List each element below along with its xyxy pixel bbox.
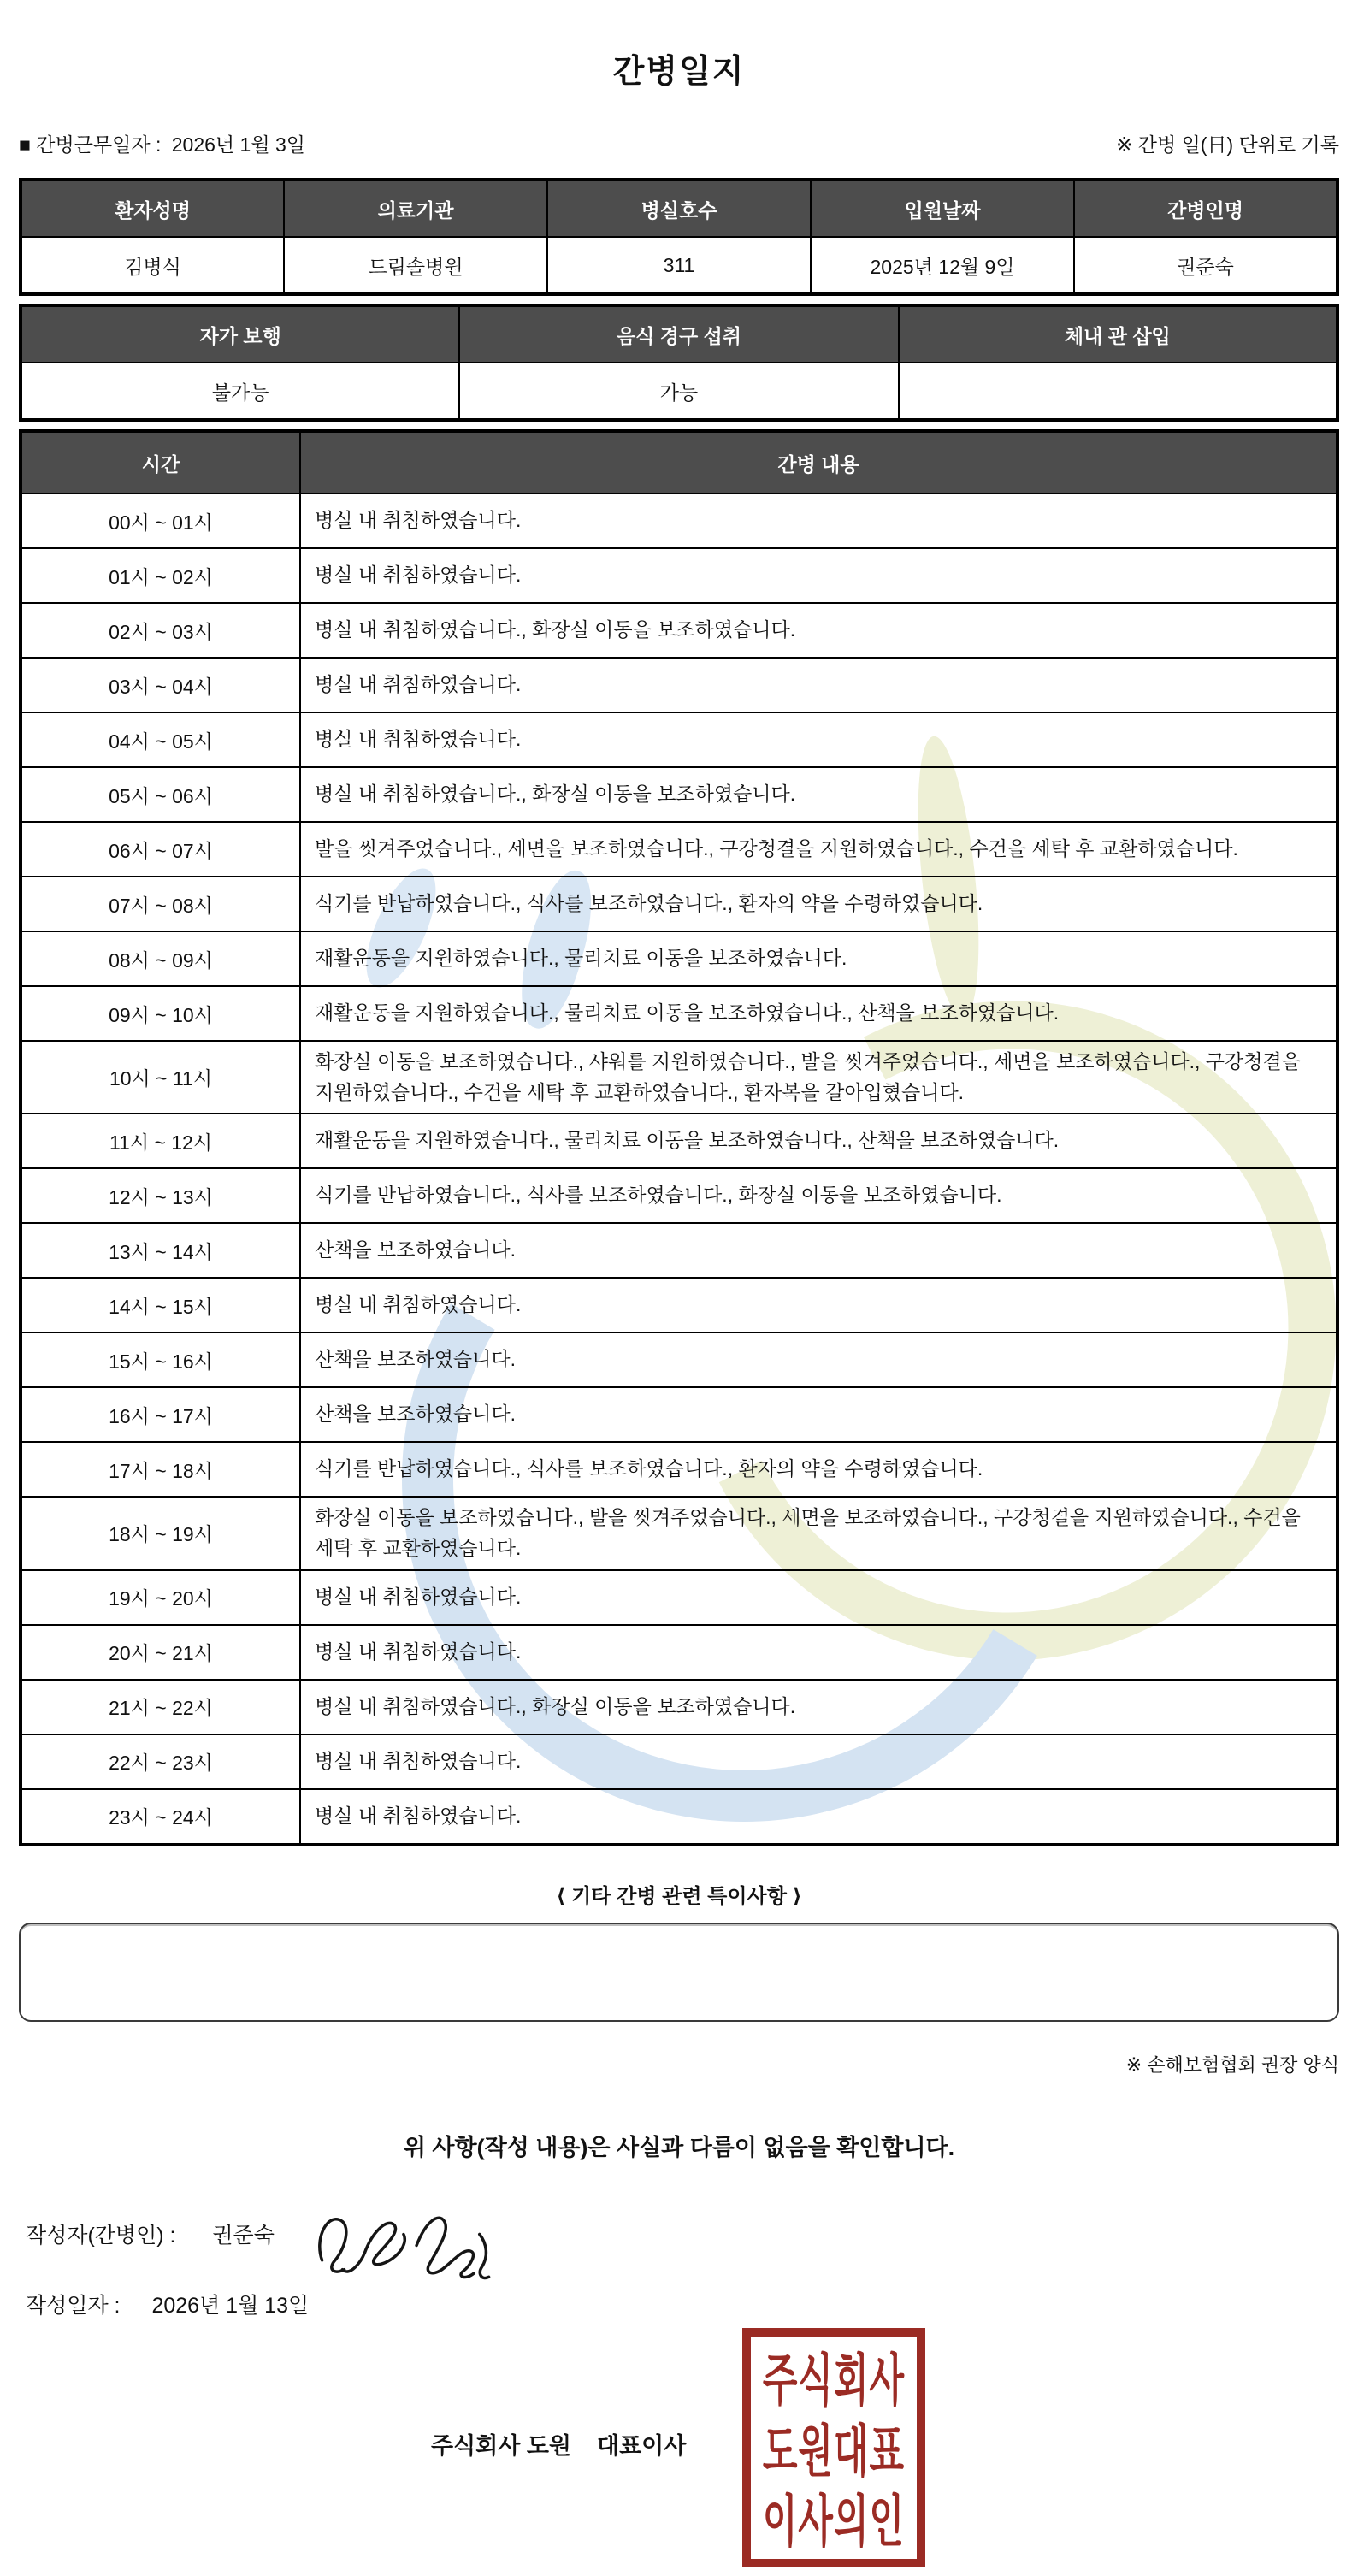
care-content: 병실 내 취침하였습니다. — [300, 712, 1337, 767]
care-content: 식기를 반납하였습니다., 식사를 보조하였습니다., 환자의 약을 수령하였습니다. — [300, 1442, 1337, 1497]
writer-label: 작성자(간병인) : — [26, 2223, 176, 2248]
care-time-range: 17시 ~ 18시 — [21, 1442, 300, 1497]
record-unit-note: ※ 간병 일(日) 단위로 기록 — [1116, 133, 1339, 156]
work-date-line — [19, 129, 1339, 157]
writer-signature — [306, 2207, 503, 2295]
page-title: 간병일지 — [612, 54, 746, 90]
written-date-label: 작성일자 : — [26, 2293, 121, 2318]
care-content: 병실 내 취침하였습니다. — [300, 1625, 1337, 1680]
care-content: 산책을 보조하였습니다. — [300, 1223, 1337, 1278]
header-oral-intake: 음식 경구 섭취 — [459, 305, 898, 363]
header-caregiver-name: 간병인명 — [1074, 180, 1337, 237]
care-log-row — [21, 822, 1337, 877]
written-date-value: 2026년 1월 13일 — [151, 2293, 310, 2318]
care-time-range: 06시 ~ 07시 — [21, 822, 300, 877]
care-time-range: 00시 ~ 01시 — [21, 493, 300, 548]
notes-section-title: ⟨ 기타 간병 관련 특이사항 ⟩ — [556, 1884, 802, 1908]
care-log-row — [21, 1387, 1337, 1442]
patient-status-table — [19, 304, 1339, 422]
patient-info-table — [19, 178, 1339, 296]
care-log-row — [21, 767, 1337, 822]
care-time-range: 20시 ~ 21시 — [21, 1625, 300, 1680]
care-log-row — [21, 493, 1337, 548]
care-log-row — [21, 1789, 1337, 1845]
care-content: 화장실 이동을 보조하였습니다., 샤워를 지원하였습니다., 발을 씻겨주었습니다., 세면을 보조하였습니다., 구강청결을 지원하였습니다., 수건을 세탁 후 교환하였습니다., 환자복을 갈아입혔습니다. — [300, 1041, 1337, 1114]
care-content: 병실 내 취침하였습니다., 화장실 이동을 보조하였습니다. — [300, 767, 1337, 822]
care-time-range: 21시 ~ 22시 — [21, 1680, 300, 1734]
care-content: 병실 내 취침하였습니다. — [300, 1278, 1337, 1332]
care-log-row — [21, 712, 1337, 767]
care-time-range: 09시 ~ 10시 — [21, 986, 300, 1041]
care-log-row — [21, 1442, 1337, 1497]
care-content: 재활운동을 지원하였습니다., 물리치료 이동을 보조하였습니다., 산책을 보조하였습니다. — [300, 986, 1337, 1041]
care-content: 병실 내 취침하였습니다. — [300, 658, 1337, 712]
work-date — [19, 129, 310, 157]
value-room-number: 311 — [547, 237, 811, 294]
care-log-row — [21, 986, 1337, 1041]
care-log-row — [21, 1332, 1337, 1387]
care-time-range: 18시 ~ 19시 — [21, 1497, 300, 1569]
care-time-range: 11시 ~ 12시 — [21, 1114, 300, 1168]
header-medical-institution: 의료기관 — [284, 180, 547, 237]
care-time-range: 16시 ~ 17시 — [21, 1387, 300, 1442]
value-patient-name: 김병식 — [21, 237, 284, 294]
value-internal-tube — [899, 363, 1337, 420]
confirmation-statement: 위 사항(작성 내용)은 사실과 다름이 없음을 확인합니다. — [403, 2134, 955, 2160]
care-content: 화장실 이동을 보조하였습니다., 발을 씻겨주었습니다., 세면을 보조하였습니다., 구강청결을 지원하였습니다., 수건을 세탁 후 교환하였습니다. — [300, 1497, 1337, 1569]
care-time-range: 14시 ~ 15시 — [21, 1278, 300, 1332]
care-time-range: 02시 ~ 03시 — [21, 603, 300, 658]
header-time: 시간 — [21, 431, 300, 493]
care-time-range: 19시 ~ 20시 — [21, 1570, 300, 1625]
writer-name: 권준숙 — [212, 2223, 275, 2248]
header-care-content: 간병 내용 — [300, 431, 1337, 493]
company-seal-area — [19, 2319, 1339, 2576]
header-patient-name: 환자성명 — [21, 180, 284, 237]
care-time-range: 03시 ~ 04시 — [21, 658, 300, 712]
care-log-row — [21, 1625, 1337, 1680]
care-time-range: 12시 ~ 13시 — [21, 1168, 300, 1223]
care-content: 병실 내 취침하였습니다., 화장실 이동을 보조하였습니다. — [300, 1680, 1337, 1734]
seal-line-1: 주식회사 — [762, 2349, 906, 2412]
care-time-range: 22시 ~ 23시 — [21, 1734, 300, 1789]
care-content: 산책을 보조하였습니다. — [300, 1332, 1337, 1387]
care-time-range: 13시 ~ 14시 — [21, 1223, 300, 1278]
care-time-range: 04시 ~ 05시 — [21, 712, 300, 767]
care-log-row — [21, 1278, 1337, 1332]
care-log-row — [21, 1734, 1337, 1789]
care-time-range: 01시 ~ 02시 — [21, 548, 300, 603]
care-log-table — [19, 429, 1339, 1846]
care-time-range: 08시 ~ 09시 — [21, 931, 300, 986]
value-caregiver-name: 권준숙 — [1074, 237, 1337, 294]
notes-box — [19, 1923, 1339, 2022]
value-oral-intake: 가능 — [459, 363, 898, 420]
recommended-form-note: ※ 손해보험협회 권장 양식 — [1125, 2053, 1339, 2076]
work-date-value: 2026년 1월 3일 — [171, 133, 305, 156]
care-log-row — [21, 548, 1337, 603]
patient-info-value-row — [21, 237, 1337, 294]
care-log-row — [21, 1168, 1337, 1223]
care-log-row — [21, 931, 1337, 986]
care-log-row — [21, 1497, 1337, 1569]
care-content: 병실 내 취침하였습니다. — [300, 1789, 1337, 1845]
care-content: 식기를 반납하였습니다., 식사를 보조하였습니다., 환자의 약을 수령하였습니다. — [300, 877, 1337, 931]
work-date-label: ■ 간병근무일자 : — [19, 133, 162, 156]
care-content: 병실 내 취침하였습니다. — [300, 1734, 1337, 1789]
care-content: 병실 내 취침하였습니다. — [300, 1570, 1337, 1625]
care-content: 재활운동을 지원하였습니다., 물리치료 이동을 보조하였습니다. — [300, 931, 1337, 986]
header-admission-date: 입원날짜 — [811, 180, 1074, 237]
care-time-range: 10시 ~ 11시 — [21, 1041, 300, 1114]
care-content: 병실 내 취침하였습니다. — [300, 548, 1337, 603]
patient-status-header-row — [21, 305, 1337, 363]
written-date-line — [19, 2289, 1339, 2319]
header-room-number: 병실호수 — [547, 180, 811, 237]
care-log-row — [21, 603, 1337, 658]
care-content: 식기를 반납하였습니다., 식사를 보조하였습니다., 화장실 이동을 보조하였습니다. — [300, 1168, 1337, 1223]
care-content: 재활운동을 지원하였습니다., 물리치료 이동을 보조하였습니다., 산책을 보조하였습니다. — [300, 1114, 1337, 1168]
care-content: 병실 내 취침하였습니다. — [300, 493, 1337, 548]
care-log-row — [21, 1680, 1337, 1734]
care-log-row — [21, 1041, 1337, 1114]
value-self-walking: 불가능 — [21, 363, 459, 420]
care-time-range: 05시 ~ 06시 — [21, 767, 300, 822]
seal-line-2: 도원대표 — [762, 2419, 906, 2482]
care-log-header-row — [21, 431, 1337, 493]
writer-line — [19, 2219, 1339, 2253]
care-log-row — [21, 1570, 1337, 1625]
header-self-walking: 자가 보행 — [21, 305, 459, 363]
care-log-row — [21, 658, 1337, 712]
care-time-range: 07시 ~ 08시 — [21, 877, 300, 931]
care-content: 병실 내 취침하였습니다., 화장실 이동을 보조하였습니다. — [300, 603, 1337, 658]
care-content: 산책을 보조하였습니다. — [300, 1387, 1337, 1442]
seal-line-3: 이사의인 — [762, 2490, 906, 2553]
care-log-row — [21, 1114, 1337, 1168]
value-admission-date: 2025년 12월 9일 — [811, 237, 1074, 294]
value-medical-institution: 드림솔병원 — [284, 237, 547, 294]
care-time-range: 23시 ~ 24시 — [21, 1789, 300, 1845]
patient-status-value-row — [21, 363, 1337, 420]
care-log-row — [21, 877, 1337, 931]
patient-info-header-row — [21, 180, 1337, 237]
care-table-body — [21, 431, 1337, 1845]
care-time-range: 15시 ~ 16시 — [21, 1332, 300, 1387]
company-name: 주식회사 도원 대표이사 — [431, 2432, 687, 2459]
care-content: 발을 씻겨주었습니다., 세면을 보조하였습니다., 구강청결을 지원하였습니다., 수건을 세탁 후 교환하였습니다. — [300, 822, 1337, 877]
header-internal-tube: 체내 관 삽입 — [899, 305, 1337, 363]
care-log-row — [21, 1223, 1337, 1278]
